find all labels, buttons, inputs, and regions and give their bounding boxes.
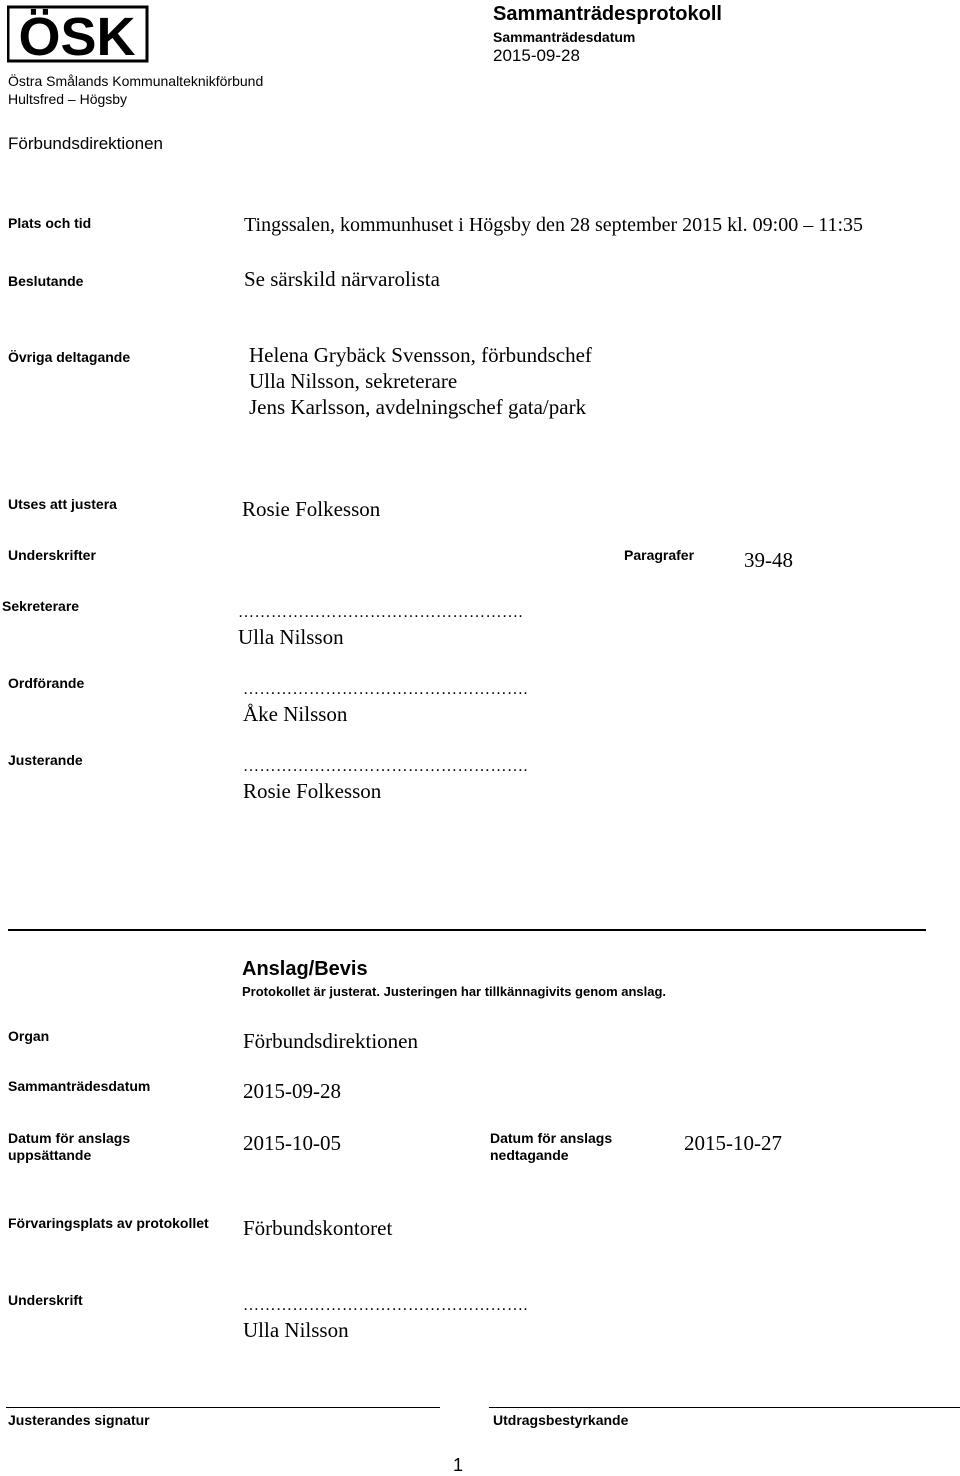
extract-certify-label: Utdragsbestyrkande	[493, 1412, 629, 1428]
notice-title: Anslag/Bevis	[242, 958, 368, 980]
others-item: Jens Karlsson, avdelningschef gata/park	[249, 395, 587, 419]
organ-label: Organ	[8, 1028, 50, 1044]
posted-date-label-2: uppsättande	[8, 1147, 92, 1163]
org-places: Hultsfred – Högsby	[8, 91, 128, 107]
posted-date-label: Datum för anslags	[8, 1130, 131, 1146]
posted-date-value: 2015-10-05	[243, 1131, 341, 1155]
paragraphs-value: 39-48	[744, 548, 793, 572]
doc-title: Sammanträdesprotokoll	[493, 3, 722, 25]
meeting-date-label: Sammanträdesdatum	[8, 1078, 151, 1094]
others-label: Övriga deltagande	[8, 349, 131, 365]
meeting-date-value: 2015-09-28	[243, 1079, 341, 1103]
others-item: Ulla Nilsson, sekreterare	[249, 369, 458, 393]
osk-logo-icon	[7, 2, 150, 63]
adjuster-label: Utses att justera	[8, 496, 117, 512]
signatures-label: Underskrifter	[8, 547, 96, 563]
signature-role: Justerande	[8, 752, 83, 768]
logo-text: ÖSK	[18, 7, 136, 63]
body-name: Förbundsdirektionen	[8, 134, 163, 153]
footer-line-right	[489, 1407, 960, 1408]
signature-role: Sekreterare	[2, 598, 80, 614]
logo	[7, 2, 150, 63]
place-value: Tingssalen, kommunhuset i Högsby den 28 september 2015 kl. 09:00 – 11:35	[244, 214, 864, 236]
notice-divider	[8, 929, 926, 931]
others-item: Helena Grybäck Svensson, förbundschef	[249, 343, 592, 367]
org-name: Östra Smålands Kommunalteknikförbund	[8, 73, 264, 89]
page-number: 1	[453, 1455, 464, 1475]
adjuster-value: Rosie Folkesson	[242, 497, 381, 521]
deciders-label: Beslutande	[8, 273, 84, 289]
storage-value: Förbundskontoret	[243, 1216, 393, 1240]
header-date-value: 2015-09-28	[493, 46, 580, 65]
removed-date-label-2: nedtagande	[490, 1147, 569, 1163]
deciders-value: Se särskild närvarolista	[244, 267, 440, 291]
storage-label: Förvaringsplats av protokollet	[8, 1215, 209, 1231]
removed-date-value: 2015-10-27	[684, 1131, 782, 1155]
header-date-label: Sammanträdesdatum	[493, 29, 636, 45]
organ-value: Förbundsdirektionen	[243, 1029, 418, 1053]
removed-date-label: Datum för anslags	[490, 1130, 613, 1146]
signature-line: …………………………………………….	[243, 1297, 528, 1314]
signature-label: Underskrift	[8, 1292, 83, 1308]
signature-name: Åke Nilsson	[243, 702, 348, 726]
paragraphs-label: Paragrafer	[624, 547, 695, 563]
adjusters-signature-label: Justerandes signatur	[8, 1412, 150, 1428]
footer-line-left	[6, 1407, 440, 1408]
signature-line: …………………………………………….	[238, 604, 523, 621]
signature-role: Ordförande	[8, 675, 85, 691]
signature-name: Ulla Nilsson	[238, 625, 344, 649]
signature-name: Ulla Nilsson	[243, 1318, 349, 1342]
signature-name: Rosie Folkesson	[243, 779, 382, 803]
signature-line: …………………………………………….	[243, 758, 528, 775]
place-label: Plats och tid	[8, 215, 92, 231]
notice-subtitle: Protokollet är justerat. Justeringen har tillkännagivits genom anslag.	[242, 984, 667, 999]
signature-line: …………………………………………….	[243, 681, 528, 698]
